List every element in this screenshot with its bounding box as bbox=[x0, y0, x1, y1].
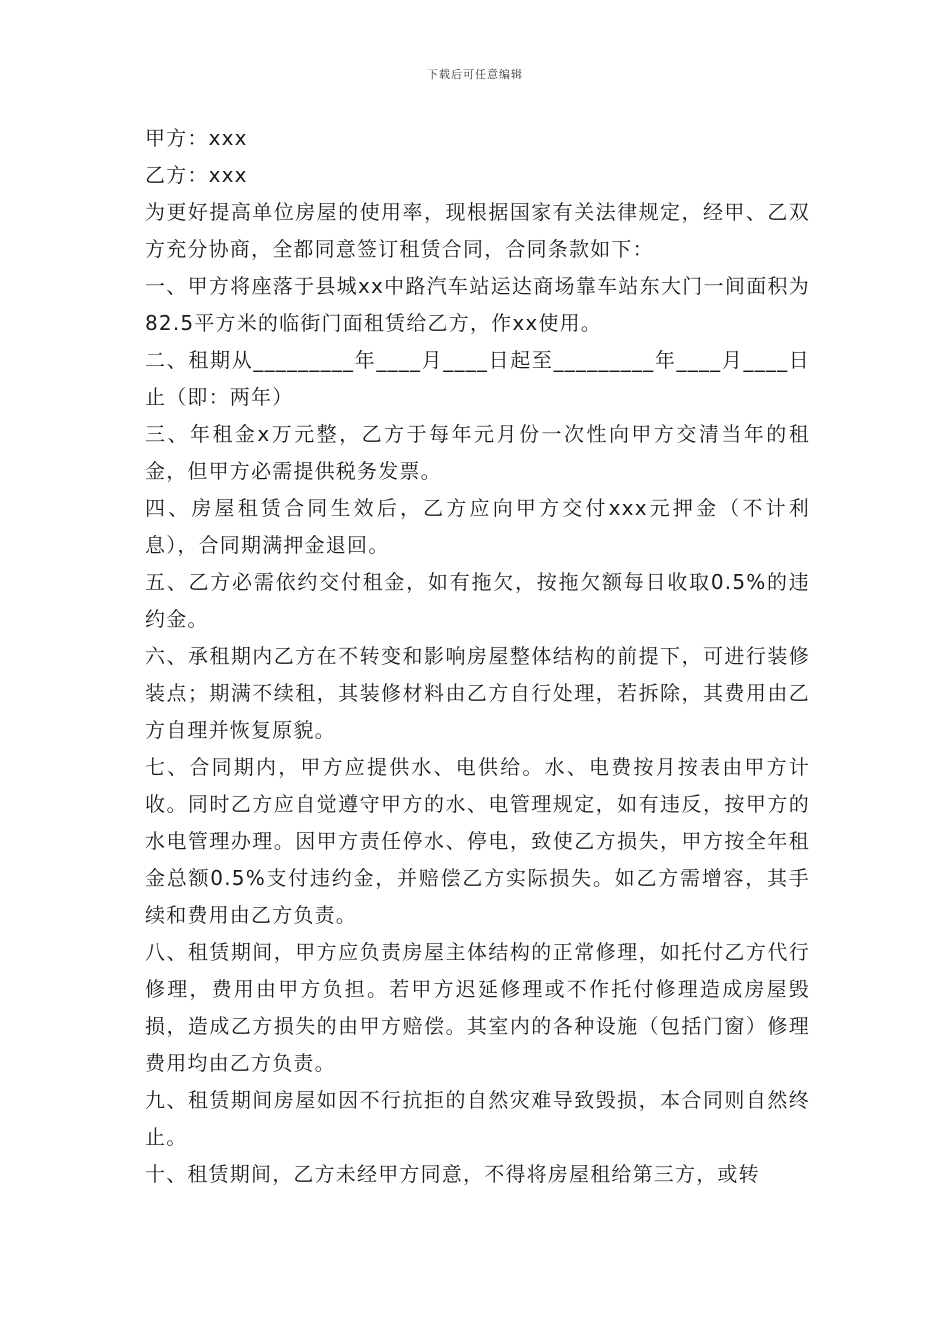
page-header-note: 下载后可任意编辑 bbox=[427, 68, 523, 81]
clause-9: 九、租赁期间房屋如因不行抗拒的自然灾难导致毁损，本合同则自然终止。 bbox=[145, 1088, 810, 1149]
clause-5: 五、乙方必需依约交付租金，如有拖欠，按拖欠额每日收取0.5%的违约金。 bbox=[145, 570, 810, 631]
contract-intro: 为更好提高单位房屋的使用率，现根据国家有关法律规定，经甲、乙双方充分协商，全都同意签订租赁合同，合同条款如下： bbox=[145, 200, 810, 261]
clause-1: 一、甲方将座落于县城xx中路汽车站运达商场靠车站东大门一间面积为82.5平方米的临街门面租赁给乙方，作xx使用。 bbox=[145, 274, 810, 335]
party-a-line: 甲方：xxx bbox=[145, 126, 248, 150]
clause-7: 七、合同期内，甲方应提供水、电供给。水、电费按月按表由甲方计收。同时乙方应自觉遵守甲方的水、电管理规定，如有违反，按甲方的水电管理办理。因甲方责任停水、停电，致使乙方损失，甲方按全年租金总额0.5%支付违约金，并赔偿乙方实际损失。如乙方需增容，其手续和费用由乙方负责。 bbox=[145, 755, 810, 927]
clause-3: 三、年租金x万元整，乙方于每年元月份一次性向甲方交清当年的租金，但甲方必需提供税务发票。 bbox=[145, 422, 810, 483]
clause-10: 十、租赁期间，乙方未经甲方同意，不得将房屋租给第三方，或转 bbox=[145, 1162, 760, 1186]
clause-4: 四、房屋租赁合同生效后，乙方应向甲方交付xxx元押金（不计利息），合同期满押金退回。 bbox=[145, 496, 810, 557]
party-b-line: 乙方：xxx bbox=[145, 163, 248, 187]
clause-2: 二、租期从_________年____月____日起至_________年____月____日止（即：两年） bbox=[145, 348, 810, 409]
clause-8: 八、租赁期间，甲方应负责房屋主体结构的正常修理，如托付乙方代行修理，费用由甲方负担。若甲方迟延修理或不作托付修理造成房屋毁损，造成乙方损失的由甲方赔偿。其室内的各种设施（包括门窗）修理费用均由乙方负责。 bbox=[145, 940, 810, 1075]
clause-6: 六、承租期内乙方在不转变和影响房屋整体结构的前提下，可进行装修装点；期满不续租，其装修材料由乙方自行处理，若拆除，其费用由乙方自理并恢复原貌。 bbox=[145, 644, 810, 742]
contract-body bbox=[145, 120, 810, 1193]
